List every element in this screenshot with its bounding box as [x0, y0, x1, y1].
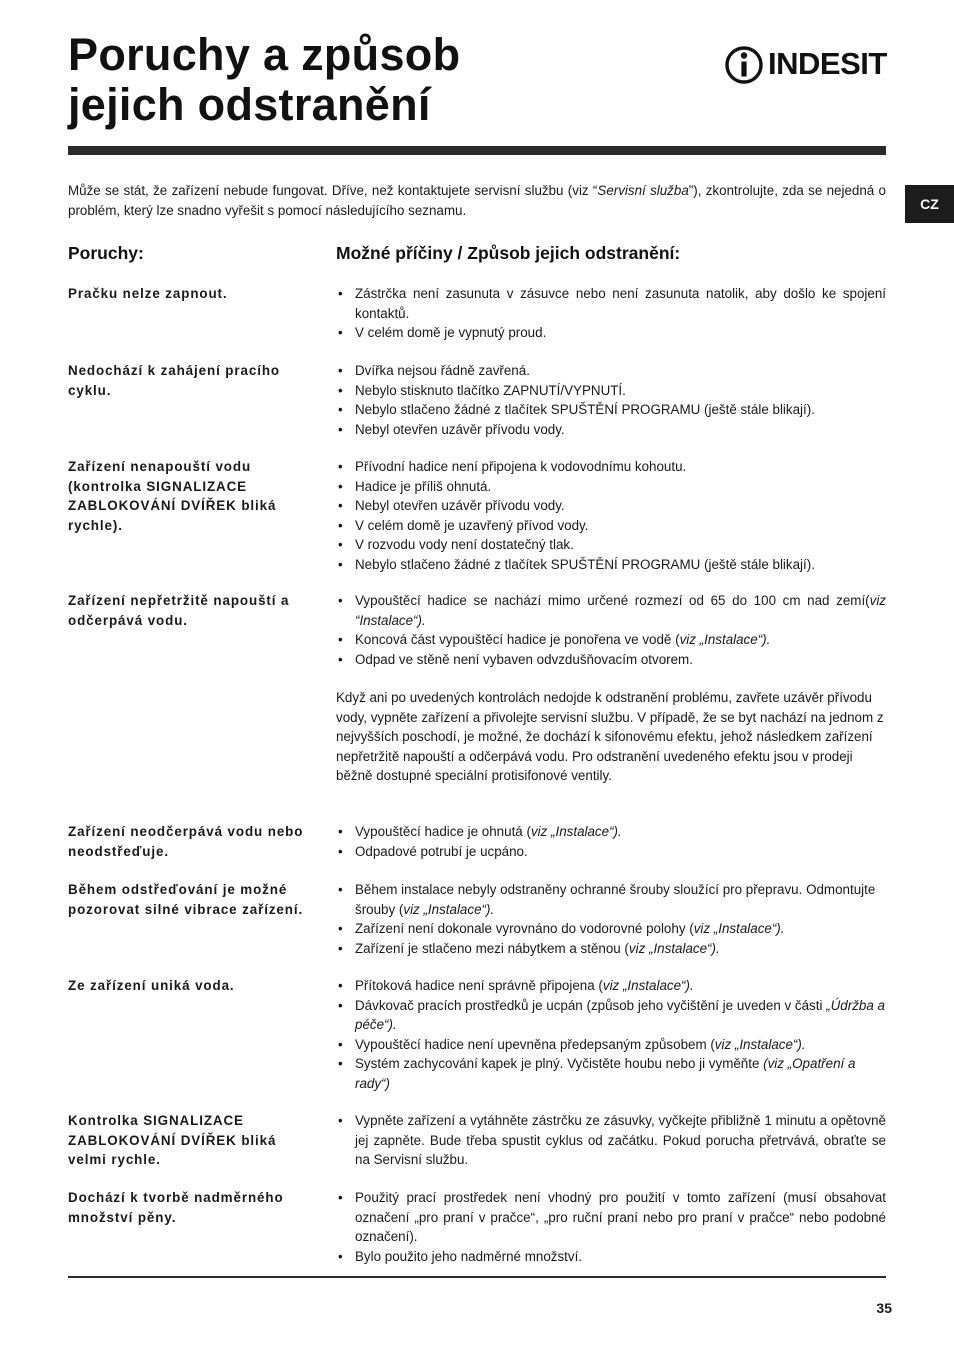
cause-item: • Zástrčka není zasunuta v zásuvce nebo není zasunuta natolik, aby došlo ke spojení kontaktů.: [336, 284, 886, 323]
fault-title: Během odstřeďování je možné pozorovat silné vibrace zařízení.: [68, 882, 304, 917]
cause-item: • Během instalace nebyly odstraněny ochranné šrouby sloužící pro přepravu. Odmontujte šrouby (viz „Instalace“).: [336, 880, 886, 919]
cause-list: [336, 284, 886, 343]
faults-heading: Poruchy:: [68, 243, 144, 263]
cause-item: • Nebylo stisknuto tlačítko ZAPNUTÍ/VYPNUTÍ.: [336, 381, 886, 401]
page-number: 35: [876, 1300, 892, 1316]
bottom-divider: [68, 1276, 886, 1278]
cause-item: • Vypněte zařízení a vytáhněte zástrčku ze zásuvky, vyčkejte přibližně 1 minutu a opětovně jej zapněte. Bude třeba spustit cyklus od začátku. Pokud porucha přetrvává, obraťte se na Servisní službu.: [336, 1111, 886, 1170]
fault-title: Ze zařízení uniká voda.: [68, 978, 235, 993]
cause-list: [336, 361, 886, 439]
cause-list: [336, 591, 886, 669]
cause-item: • Koncová část vypouštěcí hadice je ponořena ve vodě (viz „Instalace“).: [336, 630, 886, 650]
language-tab: CZ: [905, 185, 954, 223]
cause-item: • Přítoková hadice není správně připojena (viz „Instalace“).: [336, 976, 886, 996]
cause-item: • Přívodní hadice není připojena k vodovodnímu kohoutu.: [336, 457, 886, 477]
cause-item: • Hadice je příliš ohnutá.: [336, 477, 886, 497]
cause-item: • V celém domě je vypnutý proud.: [336, 323, 886, 343]
causes-heading: Možné příčiny / Způsob jejich odstranění:: [336, 243, 681, 263]
cause-item: • Použitý prací prostředek není vhodný pro použití v tomto zařízení (musí obsahovat označení „pro praní v pračce“, „pro ruční praní nebo pro praní v pračce“ nebo podobné označení).: [336, 1188, 886, 1247]
cause-item: • Zařízení je stlačeno mezi nábytkem a stěnou (viz „Instalace“).: [336, 939, 886, 959]
fault-title: Kontrolka SIGNALIZACE ZABLOKOVÁNÍ DVÍŘEK bliká velmi rychle.: [68, 1113, 277, 1167]
cause-item: • Nebylo stlačeno žádné z tlačítek SPUŠTĚNÍ PROGRAMU (ještě stále blikají).: [336, 555, 886, 575]
fault-title: Zařízení neodčerpává vodu nebo neodstřeďuje.: [68, 824, 304, 859]
cause-item: • Bylo použito jeho nadměrné množství.: [336, 1247, 886, 1267]
cause-list: [336, 1111, 886, 1170]
cause-list: [336, 822, 886, 861]
cause-item: • Zařízení není dokonale vyrovnáno do vodorovné polohy (viz „Instalace“).: [336, 919, 886, 939]
fault-title: Nedochází k zahájení pracího cyklu.: [68, 363, 280, 398]
cause-list: [336, 1188, 886, 1266]
indesit-logo-icon: [724, 42, 764, 88]
fault-title: Zařízení nenapouští vodu (kontrolka SIGNALIZACE ZABLOKOVÁNÍ DVÍŘEK bliká rychle).: [68, 459, 277, 533]
cause-item: • Systém zachycování kapek je plný. Vyčistěte houbu nebo ji vyměňte (viz „Opatření a rady“): [336, 1054, 886, 1093]
top-divider: [68, 146, 886, 155]
page-title: [68, 30, 460, 130]
siphon-note: Když ani po uvedených kontrolách nedojde k odstranění problému, zavřete uzávěr přívodu vody, vypněte zařízení a přivolejte servisní službu. V případě, že se byt nachází na jednom z nejvyšších poschodí, je možné, že dochází k sifonovému efektu, jehož následkem zařízení nepřetržitě napouští a odčerpává vodu. Pro odstranění uvedeného efektu jsou v prodeji běžně dostupné speciální protisifonové ventily.: [336, 690, 884, 783]
cause-item: • Odpadové potrubí je ucpáno.: [336, 842, 886, 862]
indesit-logo-text: INDESIT: [768, 46, 887, 81]
page-title-line-2: jejich odstranění: [68, 79, 431, 130]
cause-item: • Nebylo stlačeno žádné z tlačítek SPUŠTĚNÍ PROGRAMU (ještě stále blikají).: [336, 400, 886, 420]
cause-item: • Dávkovač pracích prostředků je ucpán (způsob jeho vyčištění je uveden v části „Údržba a péče“).: [336, 996, 886, 1035]
cause-item: • Vypouštěcí hadice se nachází mimo určené rozmezí od 65 do 100 cm nad zemí(viz “Instalace“).: [336, 591, 886, 630]
fault-title: Zařízení nepřetržitě napouští a odčerpává vodu.: [68, 593, 290, 628]
cause-item: • Nebyl otevřen uzávěr přívodu vody.: [336, 496, 886, 516]
indesit-logo: [724, 42, 888, 88]
cause-item: • Vypouštěcí hadice není upevněna předepsaným způsobem (viz „Instalace“).: [336, 1035, 886, 1055]
cause-item: • Odpad ve stěně není vybaven odvzdušňovacím otvorem.: [336, 650, 886, 670]
fault-title: Pračku nelze zapnout.: [68, 286, 228, 301]
fault-title: Dochází k tvorbě nadměrného množství pěny.: [68, 1190, 284, 1225]
cause-item: • Dvířka nejsou řádně zavřená.: [336, 361, 886, 381]
intro-paragraph: Může se stát, že zařízení nebude fungovat. Dříve, než kontaktujete servisní službu (viz “Servisní služba”), zkontrolujte, zda se nejedná o problém, který lze snadno vyřešit s pomocí následujícího seznamu.: [68, 183, 886, 218]
cause-list: [336, 457, 886, 574]
cause-item: • V rozvodu vody není dostatečný tlak.: [336, 535, 886, 555]
cause-item: • V celém domě je uzavřený přívod vody.: [336, 516, 886, 536]
cause-list: [336, 880, 886, 958]
cause-item: • Vypouštěcí hadice je ohnutá (viz „Instalace“).: [336, 822, 886, 842]
cause-item: • Nebyl otevřen uzávěr přívodu vody.: [336, 420, 886, 440]
page-title-line-1: Poruchy a způsob: [68, 29, 461, 80]
cause-list: [336, 976, 886, 1093]
